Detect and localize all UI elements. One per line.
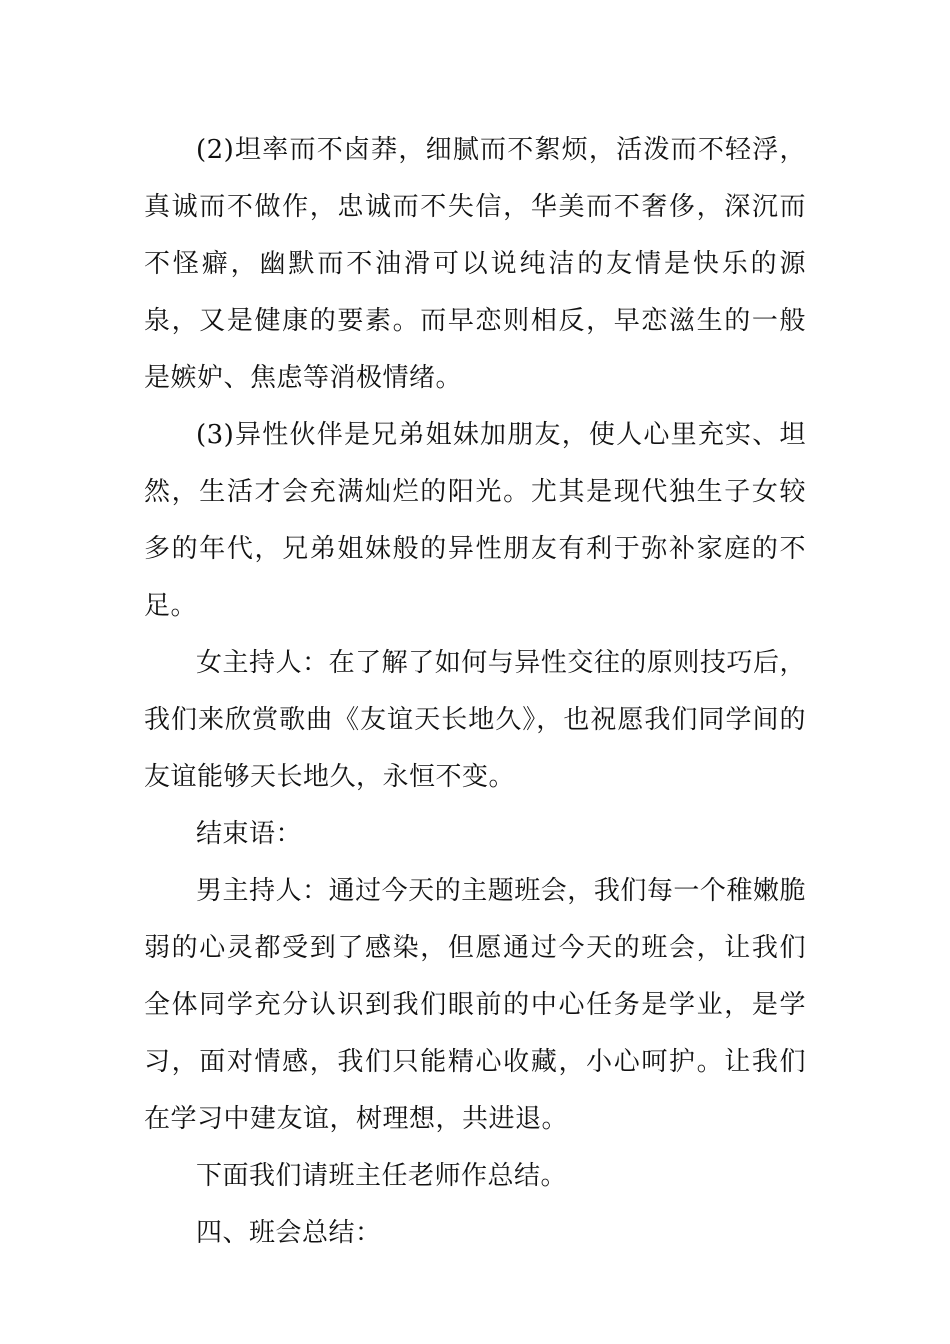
section-heading-summary: 四、班会总结： (196, 1218, 382, 1248)
paragraph-male-host: 男主持人：通过今天的主题班会，我们每一个稚嫩脆弱的心灵都受到了感染，但愿通过今天的班会，让我们全体同学充分认识到我们眼前的中心任务是学业，是学习，面对情感，我们只能精心收藏，小心呵护。让我们在学习中建友谊，树理想，共进退。 (144, 876, 806, 1134)
document-body (144, 122, 806, 1262)
paragraph-closing-heading: 结束语： (196, 819, 303, 849)
paragraph-female-host: 女主持人：在了解了如何与异性交往的原则技巧后，我们来欣赏歌曲《友谊天长地久》，也祝愿我们同学间的友谊能够天长地久，永恒不变。 (144, 648, 806, 792)
paragraph-point-3: (3)异性伙伴是兄弟姐妹加朋友，使人心里充实、坦然，生活才会充满灿烂的阳光。尤其是现代独生子女较多的年代，兄弟姐妹般的异性朋友有利于弥补家庭的不足。 (144, 420, 806, 621)
paragraph-point-2: (2)坦率而不卤莽，细腻而不絮烦，活泼而不轻浮，真诚而不做作，忠诚而不失信，华美而不奢侈，深沉而不怪癖，幽默而不油滑可以说纯洁的友情是快乐的源泉，又是健康的要素。而早恋则相反，早恋滋生的一般是嫉妒、焦虑等消极情绪。 (144, 135, 806, 393)
paragraph-teacher-summary-intro: 下面我们请班主任老师作总结。 (196, 1161, 568, 1191)
